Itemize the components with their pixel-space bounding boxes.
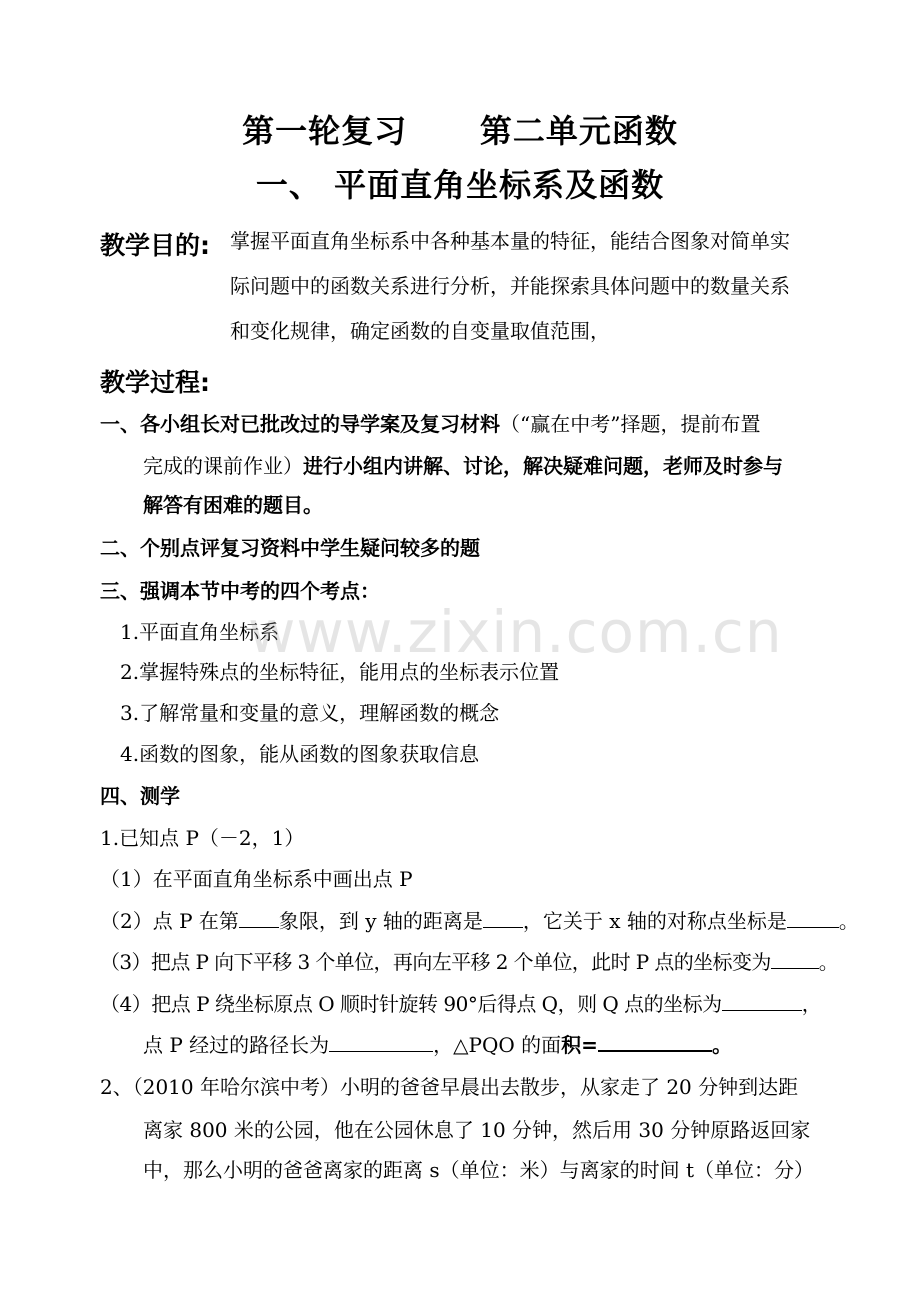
step-4: 四、测学 [100, 784, 180, 808]
answer-blank [239, 909, 279, 928]
objective-line-2: 际问题中的函数关系进行分析，并能探索具体问题中的数量关系 [230, 274, 790, 298]
question-1-part-2: （2）点 P 在第 象限，到 y 轴的距离是 ，它关于 x 轴的对称点坐标是 。 [100, 909, 859, 933]
answer-blank [771, 950, 819, 969]
step-1-normal-a: （“赢在中考”择题，提前布置 [500, 412, 761, 436]
question-1-part-4-cont: 点 P 经过的路径长为 ，△PQO 的面积= 。 [143, 1033, 732, 1057]
question-2-line-1: 2、（2010 年哈尔滨中考）小明的爸爸早晨出去散步，从家走了 20 分钟到达距 [100, 1075, 799, 1099]
step-1-bold-a: 一、各小组长对已批改过的导学案及复习材料 [100, 412, 500, 436]
question-2-line-2: 离家 800 米的公园，他在公园休息了 10 分钟，然后用 30 分钟原路返回家 [143, 1118, 811, 1142]
point-4: 4.函数的图象，能从函数的图象获取信息 [120, 742, 480, 766]
question-1-part-4: （4）把点 P 绕坐标原点 O 顺时针旋转 90°后得点 Q，则 Q 点的坐标为 ， [100, 992, 822, 1016]
question-1: 1.已知点 P（－2，1） [100, 826, 305, 850]
question-1-part-3: （3）把点 P 向下平移 3 个单位，再向左平移 2 个单位，此时 P 点的坐标变为 。 [100, 950, 839, 974]
objective-line-3: 和变化规律，确定函数的自变量取值范围， [230, 319, 610, 343]
objective-label: 教学目的: [100, 231, 210, 260]
answer-blank [722, 992, 802, 1011]
answer-blank [483, 909, 523, 928]
point-1: 1.平面直角坐标系 [120, 620, 280, 644]
step-1-line-2 [143, 453, 783, 479]
step-2: 二、个别点评复习资料中学生疑问较多的题 [100, 536, 480, 560]
process-label: 教学过程: [100, 368, 210, 397]
step-3: 三、强调本节中考的四个考点： [100, 579, 380, 603]
answer-blank [787, 909, 839, 928]
step-1-line-1 [100, 411, 760, 437]
objective-line-1: 掌握平面直角坐标系中各种基本量的特征，能结合图象对简单实 [230, 229, 790, 253]
answer-blank [598, 1032, 712, 1052]
question-1-part-1: （1）在平面直角坐标系中画出点 P [100, 867, 413, 891]
answer-blank [329, 1033, 433, 1052]
step-1-line-3: 解答有困难的题目。 [143, 493, 323, 517]
step-1-normal-b: 完成的课前作业） [143, 454, 303, 478]
point-3: 3.了解常量和变量的意义，理解函数的概念 [120, 701, 500, 725]
point-2: 2.掌握特殊点的坐标特征，能用点的坐标表示位置 [120, 660, 560, 684]
section-title: 一、 平面直角坐标系及函数 [255, 166, 665, 204]
page-title: 第一轮复习 第二单元函数 [242, 112, 678, 150]
watermark: www.zixin.com.cn [248, 598, 783, 666]
question-2-line-3: 中，那么小明的爸爸离家的距离 s（单位：米）与离家的时间 t（单位：分） [143, 1158, 815, 1182]
step-1-bold-b: 进行小组内讲解、讨论，解决疑难问题，老师及时参与 [303, 454, 783, 478]
